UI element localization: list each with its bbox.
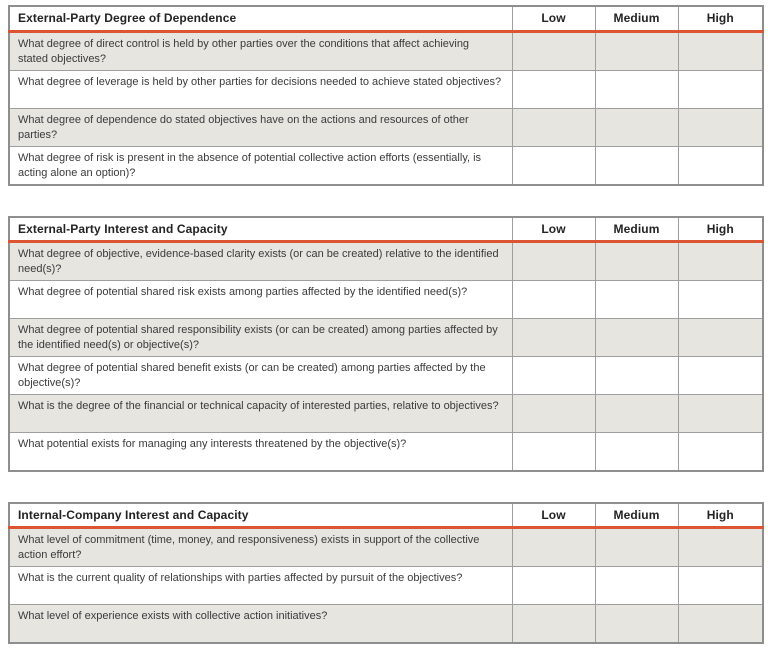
question-cell: What degree of leverage is held by other parties for decisions needed to achieve stated objectives? [9, 70, 512, 108]
score-cell-medium [595, 605, 678, 643]
score-cell-low [512, 108, 595, 146]
table-internal-company-interest-and-capacity [8, 502, 764, 644]
header-row [9, 6, 763, 31]
column-header-medium: Medium [595, 503, 678, 528]
score-cell-low [512, 567, 595, 605]
score-cell-medium [595, 281, 678, 319]
question-row [9, 242, 763, 281]
table-title: External-Party Degree of Dependence [9, 6, 512, 31]
score-cell-low [512, 146, 595, 185]
question-row [9, 605, 763, 643]
column-header-low: Low [512, 503, 595, 528]
score-cell-medium [595, 319, 678, 357]
question-row [9, 281, 763, 319]
header-row [9, 217, 763, 242]
column-header-high: High [678, 217, 763, 242]
question-row [9, 31, 763, 70]
score-cell-medium [595, 395, 678, 433]
score-cell-low [512, 319, 595, 357]
score-cell-medium [595, 357, 678, 395]
score-cell-low [512, 433, 595, 471]
question-cell: What degree of potential shared benefit exists (or can be created) among parties affected by the objective(s)? [9, 357, 512, 395]
question-cell: What potential exists for managing any interests threatened by the objective(s)? [9, 433, 512, 471]
question-cell: What degree of objective, evidence-based clarity exists (or can be created) relative to the identified need(s)? [9, 242, 512, 281]
score-cell-high [678, 567, 763, 605]
score-cell-low [512, 70, 595, 108]
score-cell-medium [595, 433, 678, 471]
question-cell: What level of commitment (time, money, and responsiveness) exists in support of the collective action effort? [9, 528, 512, 567]
score-cell-medium [595, 567, 678, 605]
score-cell-medium [595, 70, 678, 108]
question-row [9, 357, 763, 395]
column-header-high: High [678, 6, 763, 31]
score-cell-high [678, 31, 763, 70]
table-external-party-degree-of-dependence [8, 5, 764, 186]
question-cell: What is the degree of the financial or technical capacity of interested parties, relative to objectives? [9, 395, 512, 433]
question-cell: What is the current quality of relationships with parties affected by pursuit of the objectives? [9, 567, 512, 605]
question-cell: What degree of potential shared risk exists among parties affected by the identified need(s)? [9, 281, 512, 319]
table-title: Internal-Company Interest and Capacity [9, 503, 512, 528]
header-row [9, 503, 763, 528]
score-cell-high [678, 319, 763, 357]
question-row [9, 433, 763, 471]
question-cell: What degree of risk is present in the absence of potential collective action efforts (essentially, is acting alone an option)? [9, 146, 512, 185]
score-cell-high [678, 281, 763, 319]
score-cell-low [512, 357, 595, 395]
score-cell-low [512, 31, 595, 70]
score-cell-medium [595, 242, 678, 281]
score-cell-high [678, 357, 763, 395]
question-cell: What degree of direct control is held by other parties over the conditions that affect achieving stated objectives? [9, 31, 512, 70]
score-cell-high [678, 433, 763, 471]
score-cell-low [512, 605, 595, 643]
column-header-low: Low [512, 6, 595, 31]
score-cell-high [678, 146, 763, 185]
column-header-low: Low [512, 217, 595, 242]
question-row [9, 395, 763, 433]
question-row [9, 319, 763, 357]
question-row [9, 146, 763, 185]
column-header-high: High [678, 503, 763, 528]
score-cell-medium [595, 528, 678, 567]
score-cell-high [678, 605, 763, 643]
question-row [9, 70, 763, 108]
score-cell-medium [595, 31, 678, 70]
question-cell: What degree of dependence do stated objectives have on the actions and resources of other parties? [9, 108, 512, 146]
question-cell: What level of experience exists with collective action initiatives? [9, 605, 512, 643]
question-row [9, 528, 763, 567]
score-cell-medium [595, 146, 678, 185]
score-cell-high [678, 528, 763, 567]
score-cell-high [678, 70, 763, 108]
score-cell-low [512, 281, 595, 319]
question-row [9, 567, 763, 605]
score-cell-low [512, 528, 595, 567]
score-cell-high [678, 242, 763, 281]
column-header-medium: Medium [595, 6, 678, 31]
column-header-medium: Medium [595, 217, 678, 242]
score-cell-high [678, 395, 763, 433]
table-external-party-interest-and-capacity [8, 216, 764, 472]
score-cell-low [512, 242, 595, 281]
score-cell-high [678, 108, 763, 146]
question-row [9, 108, 763, 146]
score-cell-low [512, 395, 595, 433]
table-title: External-Party Interest and Capacity [9, 217, 512, 242]
question-cell: What degree of potential shared responsibility exists (or can be created) among parties affected by the identified need(s) or objective(s)? [9, 319, 512, 357]
score-cell-medium [595, 108, 678, 146]
